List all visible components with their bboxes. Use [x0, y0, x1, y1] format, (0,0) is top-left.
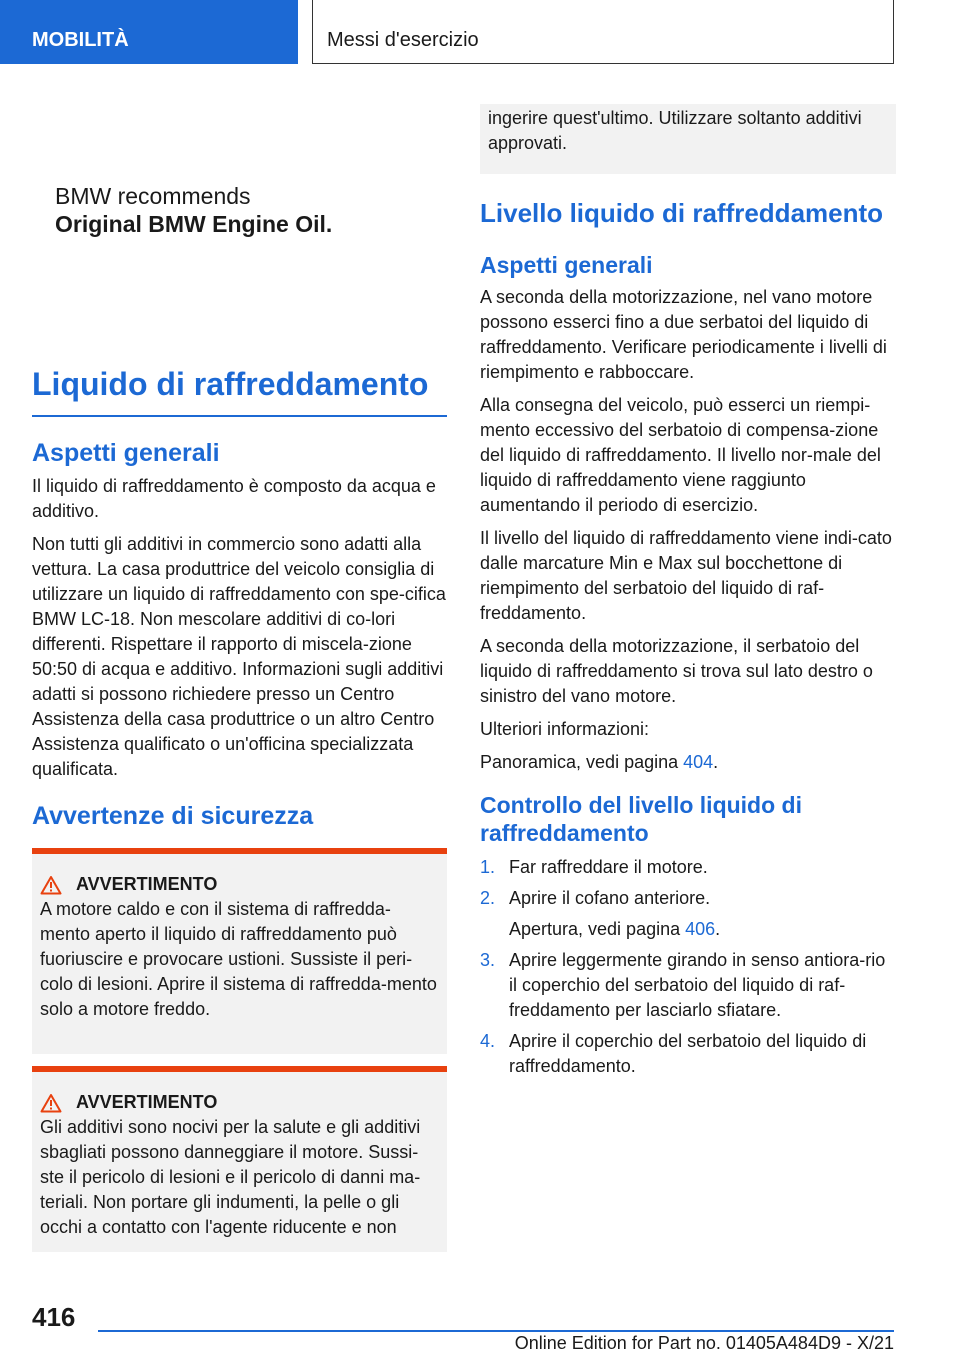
left-paragraph-2: Non tutti gli additivi in commercio sono adatti alla vettura. La casa produttrice del veicolo consiglia di utilizzare un liquido di raffreddamento con spe-cifica BMW LC-18. Non mescolare additivi di co-lori differenti. Rispettare il rapporto di miscela-zione 50:50 di acqua e additivo. Informazioni sugli additivi adatti si possono richiedere presso un Centro Assistenza della casa produttrice o un altro Centro Assistenza qualificato o un'officina specializzata qualificata.: [32, 533, 446, 779]
page-link-404[interactable]: 404: [683, 752, 714, 772]
warning-title-2: AVVERTIMENTO: [76, 1092, 218, 1112]
page-number: 416: [32, 1302, 76, 1332]
steps-list: [480, 855, 896, 1079]
right-paragraph-2: Alla consegna del veicolo, può esserci un riempi-mento eccessivo del serbatoio di compensa-zione del liquido di raffreddamento. Il livello nor-male del liquido di raffreddamento viene raggiunto aumentando il periodo di esercizio.: [480, 395, 881, 515]
warning-title-1: AVVERTIMENTO: [76, 874, 218, 894]
right-paragraph-1: A seconda della motorizzazione, nel vano motore possono esserci fino a due serbatoi del liquido di raffreddamento. Verificare periodicamente i livelli di riempimento e rabboccare.: [480, 287, 887, 382]
list-item: 1. Far raffreddare il motore.: [480, 857, 708, 877]
list-item: 2. Aprire il cofano anteriore. Apertura, vedi pagina 406.: [480, 886, 896, 942]
left-paragraph-1: Il liquido di raffreddamento è composto da acqua e additivo.: [32, 475, 436, 521]
chapter-label: Messi d'esercizio: [327, 29, 479, 51]
list-item: 3. Aprire leggermente girando in senso antiora-rio il coperchio del serbatoio del liquido di raf-freddamento per lasciarlo sfiatare.: [480, 950, 886, 1020]
warning-triangle-icon: [40, 875, 62, 895]
footer-rule: [98, 1330, 894, 1332]
warning-box-2: [32, 1066, 447, 1252]
right-paragraph-6: Panoramica, vedi pagina 404.: [480, 752, 719, 772]
right-paragraph-3: Il livello del liquido di raffreddamento viene indi-cato dalle marcature Min e Max sul bocchettone di riempimento del serbatoio del liquido di raf-freddamento.: [480, 528, 892, 623]
continuation-text: ingerire quest'ultimo. Utilizzare soltanto additivi approvati.: [488, 108, 862, 153]
page-link-406[interactable]: 406: [685, 919, 716, 939]
chapter-box: [312, 0, 894, 64]
step2-sub: Apertura, vedi pagina 406.: [509, 919, 721, 939]
warning-box-1: [32, 848, 447, 1054]
warning-text-1: A motore caldo e con il sistema di raffredda-mento aperto il liquido di raffreddamento può fuoriuscire e provocare ustioni. Sussiste il peri-colo di lesioni. Aprire il sistema di raffredda-mento solo a motore freddo.: [40, 899, 437, 1019]
warning-continuation: [480, 104, 896, 174]
level-heading: Livello liquido di raffreddamento: [480, 198, 884, 228]
check-heading: Controllo del livello liquido di raffreddamento: [480, 792, 802, 846]
warning-triangle-icon: [40, 1093, 62, 1113]
section-tab[interactable]: [0, 0, 298, 64]
oil-recommendation-logo: [55, 182, 332, 238]
warning-text-2: Gli additivi sono nocivi per la salute e gli additivi sbagliati possono danneggiare il motore. Sussi-ste il pericolo di lesioni e il pericolo di danni ma-teriali. Non portare gli indumenti, la pelle o gli occhi a contatto con l'agente riducente e non: [40, 1117, 421, 1237]
safety-heading: Avvertenze di sicurezza: [32, 801, 314, 830]
footer-edition: Online Edition for Part no. 01405A484D9 - X/21: [514, 1333, 894, 1353]
right-paragraph-5: Ulteriori informazioni:: [480, 719, 650, 739]
title-rule: [32, 415, 447, 417]
right-general-heading: Aspetti generali: [480, 252, 653, 278]
section-label: MOBILITÀ: [32, 29, 129, 51]
right-column: [480, 198, 896, 1085]
general-heading: Aspetti generali: [32, 438, 220, 467]
list-item: 4. Aprire il coperchio del serbatoio del liquido di raffreddamento.: [480, 1031, 867, 1076]
page-title: Liquido di raffreddamento: [32, 366, 429, 402]
oil-logo-line1: BMW recommends: [55, 183, 251, 209]
right-paragraph-4: A seconda della motorizzazione, il serbatoio del liquido di raffreddamento si trova sul lato destro o sinistro del vano motore.: [480, 636, 873, 706]
left-column: [32, 366, 447, 831]
oil-logo-line2: Original BMW Engine Oil.: [55, 211, 333, 237]
